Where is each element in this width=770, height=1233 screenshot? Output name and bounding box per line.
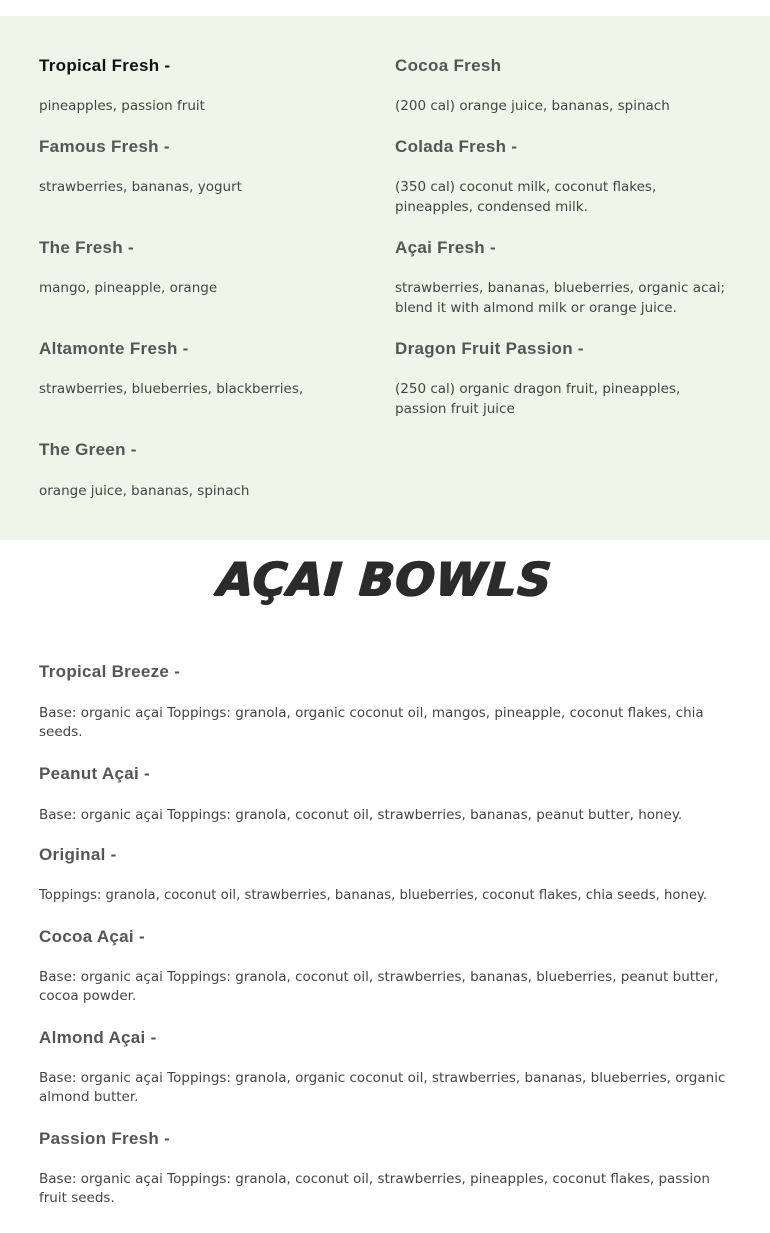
bowl-item xyxy=(39,845,739,906)
bowl-title: Tropical Breeze - xyxy=(39,662,181,681)
bowl-item xyxy=(39,662,739,742)
bowl-item xyxy=(39,764,739,825)
smoothie-item xyxy=(395,56,735,116)
bowl-description: Base: organic açai Toppings: granola, coconut oil, strawberries, bananas, blueberries, peanut butter, cocoa powder. xyxy=(39,969,719,1004)
smoothie-item xyxy=(39,56,359,116)
smoothie-description: strawberries, bananas, yogurt xyxy=(39,179,242,195)
bowl-title: Almond Açai - xyxy=(39,1028,157,1047)
smoothie-description: strawberries, bananas, blueberries, organic acai; blend it with almond milk or orange juice. xyxy=(395,280,726,316)
smoothie-item xyxy=(395,238,735,318)
bowl-title: Peanut Açai - xyxy=(39,764,150,783)
top-strip xyxy=(0,0,770,16)
smoothie-item xyxy=(39,440,359,501)
smoothie-item xyxy=(39,137,359,197)
bowl-description: Base: organic açai Toppings: granola, coconut oil, strawberries, bananas, peanut butter, honey. xyxy=(39,807,683,823)
smoothie-description: strawberries, blueberries, blackberries, xyxy=(39,381,304,397)
smoothie-title: Cocoa Fresh xyxy=(395,56,502,75)
bowls-heading: AÇAI BOWLS xyxy=(216,552,554,606)
smoothie-title: Altamonte Fresh - xyxy=(39,339,189,358)
bowl-description: Toppings: granola, coconut oil, strawberries, bananas, blueberries, coconut flakes, chia seeds, honey. xyxy=(39,888,708,903)
smoothie-item xyxy=(395,339,735,419)
bowl-title: Passion Fresh - xyxy=(39,1129,171,1148)
smoothie-description: (200 cal) orange juice, bananas, spinach xyxy=(395,98,670,114)
smoothie-title: The Green - xyxy=(39,440,137,459)
smoothie-title: Famous Fresh - xyxy=(39,137,170,156)
smoothie-description: mango, pineapple, orange xyxy=(39,280,218,296)
bowl-item xyxy=(39,927,739,1006)
smoothie-item xyxy=(39,339,359,399)
bowl-item xyxy=(39,1129,739,1208)
smoothie-description: orange juice, bananas, spinach xyxy=(39,483,250,499)
smoothie-item xyxy=(39,238,359,298)
smoothie-title: Tropical Fresh - xyxy=(39,56,171,75)
smoothies-section xyxy=(0,16,770,540)
smoothie-description: (350 cal) coconut milk, coconut flakes, pineapples, condensed milk. xyxy=(395,179,657,215)
smoothie-title: Colada Fresh - xyxy=(395,137,518,156)
bowl-description: Base: organic açai Toppings: granola, organic coconut oil, strawberries, bananas, blueberries, organic almond butter. xyxy=(39,1070,726,1105)
smoothie-item xyxy=(395,137,735,217)
bowl-title: Cocoa Açai - xyxy=(39,927,145,946)
smoothie-description: (250 cal) organic dragon fruit, pineapples, passion fruit juice xyxy=(395,381,681,417)
smoothie-title: The Fresh - xyxy=(39,238,134,257)
bowl-description: Base: organic açai Toppings: granola, organic coconut oil, mangos, pineapple, coconut flakes, chia seeds. xyxy=(39,705,704,740)
smoothie-description: pineapples, passion fruit xyxy=(39,98,205,114)
smoothie-title: Dragon Fruit Passion - xyxy=(395,339,584,358)
smoothie-title: Açai Fresh - xyxy=(395,238,496,257)
bowl-item xyxy=(39,1028,739,1107)
bowl-title: Original - xyxy=(39,845,117,864)
bowl-description: Base: organic açai Toppings: granola, coconut oil, strawberries, pineapples, coconut flakes, passion fruit seeds. xyxy=(39,1171,710,1206)
